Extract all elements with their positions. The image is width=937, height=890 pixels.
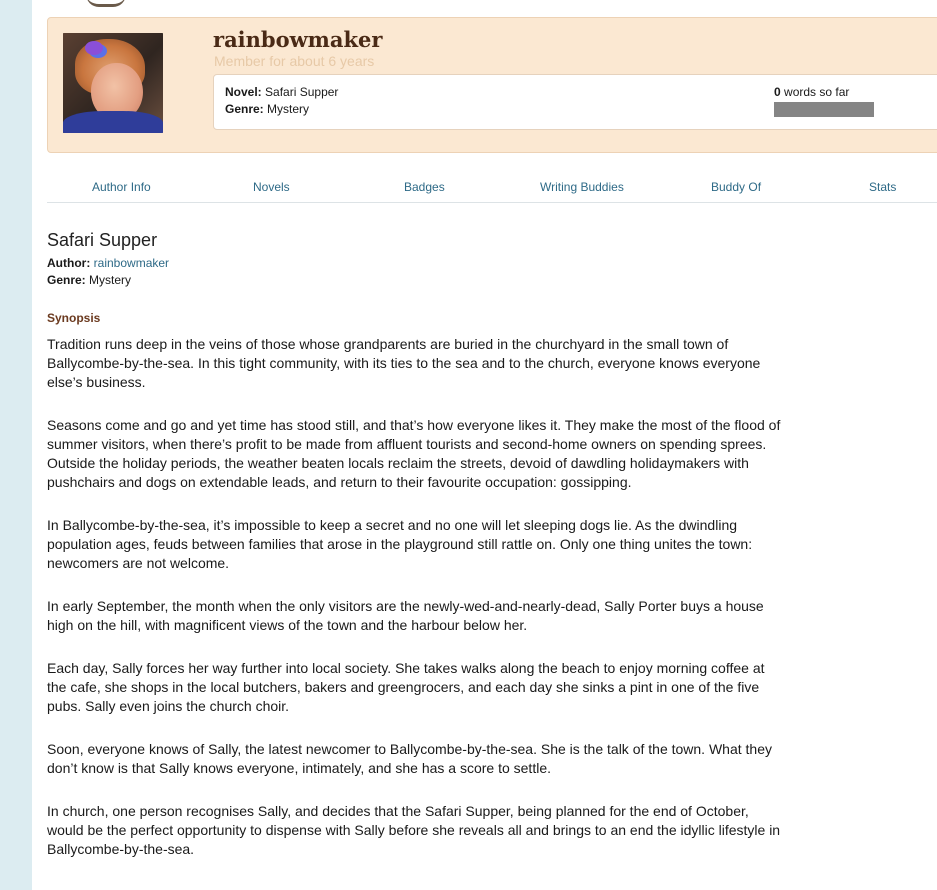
author-link[interactable]: rainbowmaker bbox=[93, 256, 170, 270]
synopsis-paragraph: In early September, the month when the only visitors are the newly-wed-and-nearly-dead, Sally Porter buys a house high on the hill, with magnificent views of the town and the harbour below her. bbox=[47, 598, 764, 633]
novel-row bbox=[225, 85, 338, 99]
synopsis-paragraph: Seasons come and go and yet time has stood still, and that’s how everyone likes it. They make the most of the flood of summer visitors, when there’s profit to be made from affluent tourists and second-home owners on spending sprees. Outside the holiday periods, the weather beaten locals reclaim the streets, devoid of dawdling holidaymakers with pushchairs and dogs on extendable leads, and return to their favourite occupation: gossipping. bbox=[47, 417, 781, 490]
word-progress-bar bbox=[774, 102, 874, 117]
tab-novels[interactable]: Novels bbox=[253, 180, 290, 194]
novel-label: Novel: bbox=[225, 85, 262, 99]
word-count bbox=[774, 85, 849, 99]
author-label: Author: bbox=[47, 256, 91, 270]
synopsis-paragraph: Tradition runs deep in the veins of those whose grandparents are buried in the churchyard in the small town of Ballycombe-by-the-sea. In this tight community, with its ties to the sea and to the church, everyone knows everyone else’s business. bbox=[47, 336, 761, 390]
novel-genre-label: Genre: bbox=[47, 273, 86, 287]
word-count-number: 0 bbox=[774, 85, 781, 99]
synopsis-heading: Synopsis bbox=[47, 311, 101, 325]
left-background-strip bbox=[0, 0, 32, 890]
avatar[interactable] bbox=[63, 33, 163, 133]
tab-writing-buddies[interactable]: Writing Buddies bbox=[540, 180, 624, 194]
tab-stats[interactable]: Stats bbox=[869, 180, 897, 194]
synopsis-paragraph: In Ballycombe-by-the-sea, it’s impossible to keep a secret and no one will let sleeping dogs lie. As the dwindling population ages, feuds between families that arose in the playground still rattle on. Only one thing unites the town: newcomers are not welcome. bbox=[47, 517, 753, 571]
novel-genre-row bbox=[47, 272, 787, 289]
genre-label: Genre: bbox=[225, 102, 264, 116]
novel-page-title: Safari Supper bbox=[47, 230, 158, 250]
genre-row bbox=[225, 102, 309, 116]
synopsis-paragraph: Soon, everyone knows of Sally, the latest newcomer to Ballycombe-by-the-sea. She is the talk of the town. What they don’t know is that Sally knows everyone, intimately, and she has a score to settle. bbox=[47, 741, 772, 776]
tab-badges[interactable]: Badges bbox=[404, 180, 445, 194]
synopsis-paragraph: Each day, Sally forces her way further into local society. She takes walks along the beach to enjoy morning coffee at the cafe, she shops in the local butchers, bakers and greengrocers, and each day she sinks a pint in one of the five pubs. Sally even joins the church choir. bbox=[47, 660, 765, 714]
site-logo-fragment bbox=[86, 0, 126, 7]
novel-meta bbox=[47, 255, 787, 289]
tab-author-info[interactable]: Author Info bbox=[92, 180, 151, 194]
current-novel-card bbox=[213, 74, 937, 130]
author-row bbox=[47, 255, 787, 272]
genre-value: Mystery bbox=[267, 102, 310, 116]
novel-title: Safari Supper bbox=[265, 85, 339, 99]
username-heading: rainbowmaker bbox=[213, 27, 383, 52]
profile-tabs bbox=[47, 170, 937, 203]
tab-buddy-of[interactable]: Buddy Of bbox=[711, 180, 762, 194]
word-count-suffix: words so far bbox=[784, 85, 850, 99]
novel-genre-value: Mystery bbox=[89, 273, 132, 287]
member-since: Member for about 6 years bbox=[214, 53, 375, 69]
synopsis-paragraph: In church, one person recognises Sally, and decides that the Safari Supper, being planned for the end of October, would be the perfect opportunity to dispense with Sally before she reveals all and brings to an end the idyllic lifestyle in Ballycombe-by-the-sea. bbox=[47, 803, 781, 857]
novel-details bbox=[47, 229, 787, 859]
profile-header bbox=[47, 17, 937, 153]
